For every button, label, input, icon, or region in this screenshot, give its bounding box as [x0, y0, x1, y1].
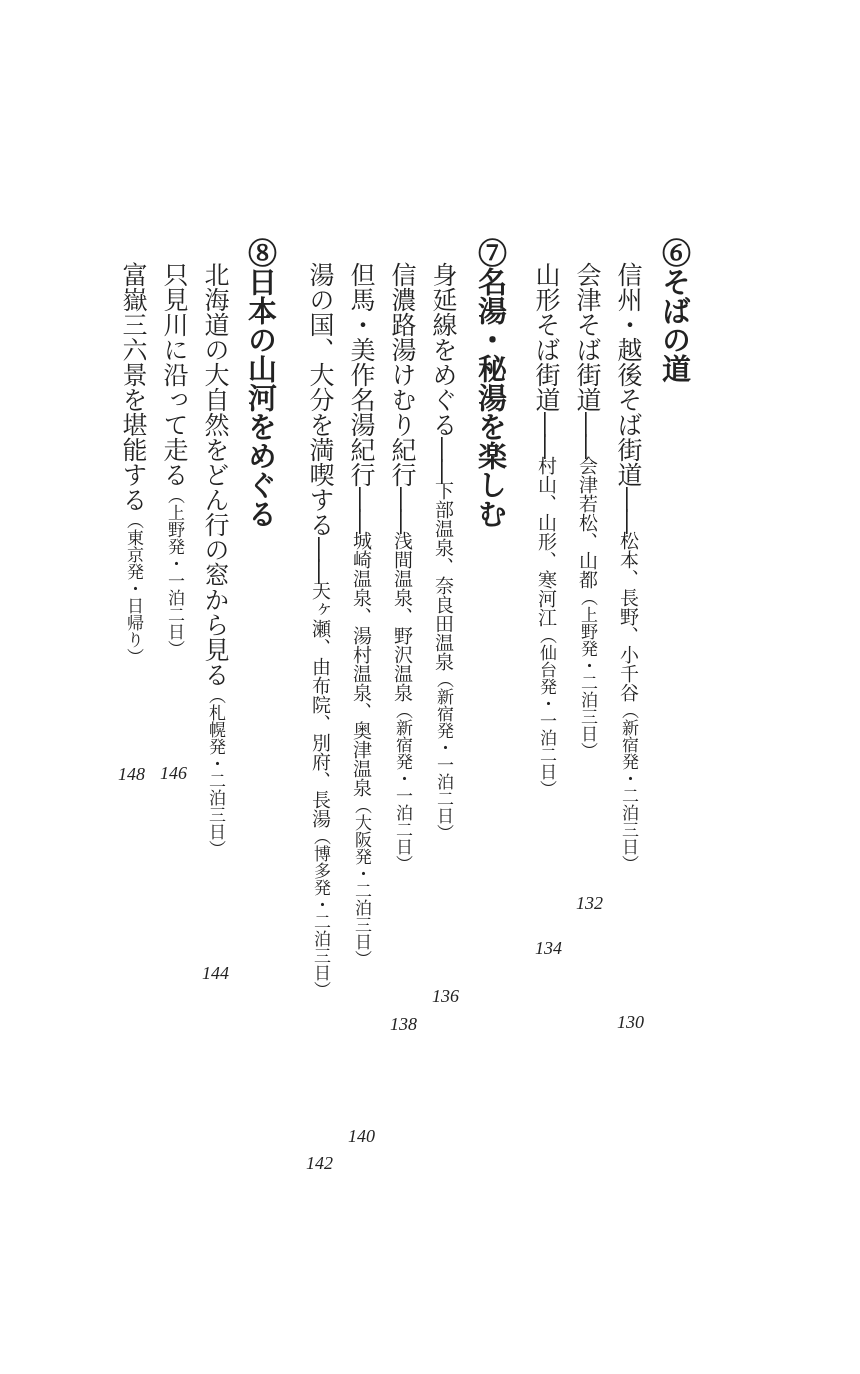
section-heading-8: ⑧日本の山河をめぐる	[244, 238, 278, 528]
toc-entry: 湯の国、大分を満喫する――天ヶ瀬、由布院、別府、長湯（博多発・二泊三日）	[306, 262, 335, 998]
page-number: 144	[202, 963, 229, 983]
page-number: 138	[390, 1014, 417, 1034]
page-number: 130	[617, 1012, 644, 1032]
toc-entry: 北海道の大自然をどん行の窓から見る（札幌発・二泊三日）	[201, 262, 230, 857]
section-heading-6: ⑥そばの道	[658, 238, 692, 383]
page-number: 140	[348, 1126, 375, 1146]
page-number: 146	[160, 763, 187, 783]
toc-entry: 但馬・美作名湯紀行――城崎温泉、湯村温泉、奥津温泉（大阪発・二泊三日）	[347, 262, 376, 967]
page-number: 148	[118, 764, 145, 784]
toc-entry: 富嶽三六景を堪能する（東京発・日帰り）	[119, 262, 148, 665]
toc-entry: 信州・越後そば街道――松本、長野、小千谷（新宿発・二泊三日）	[614, 262, 643, 872]
toc-entry: 山形そば街道――村山、山形、寒河江（仙台発・一泊二日）	[532, 262, 561, 797]
page-number: 142	[306, 1153, 333, 1173]
page-number: 136	[432, 986, 459, 1006]
page-number: 132	[576, 893, 603, 913]
toc-entry: 只見川に沿って走る（上野発・一泊二日）	[160, 262, 189, 657]
toc-entry: 身延線をめぐる――下部温泉、奈良田温泉（新宿発・一泊二日）	[429, 262, 458, 841]
toc-entry: 会津そば街道――会津若松、山都（上野発・二泊三日）	[573, 262, 602, 759]
page-number: 134	[535, 938, 562, 958]
section-heading-7: ⑦名湯・秘湯を楽しむ	[474, 238, 508, 528]
toc-entry: 信濃路湯けむり紀行――浅間温泉、野沢温泉（新宿発・一泊二日）	[388, 262, 417, 872]
